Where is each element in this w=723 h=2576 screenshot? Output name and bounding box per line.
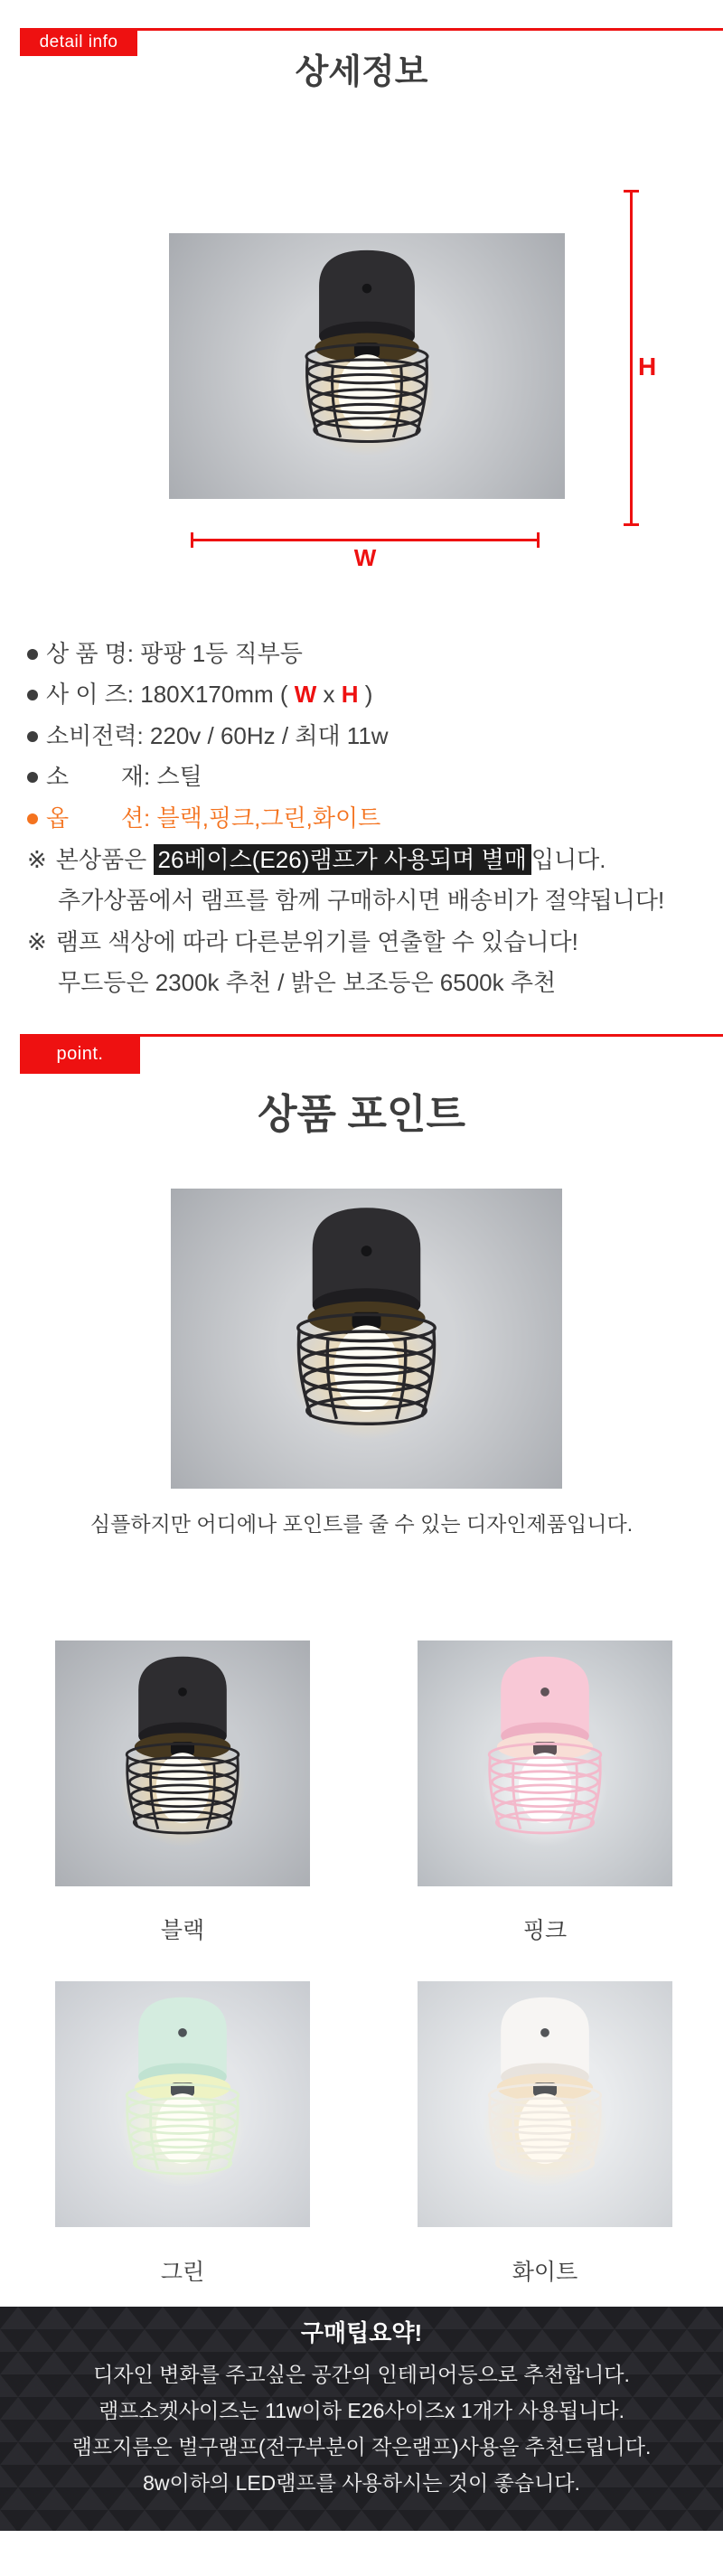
spec-row-name: 상 품 명: 팡팡 1등 직부등	[27, 638, 303, 669]
width-dimension-label: W	[353, 544, 377, 571]
spec-row-power: 소비전력: 220v / 60Hz / 최대 11w	[27, 720, 389, 751]
width-dimension-line	[191, 539, 540, 541]
variant-label-black: 블랙	[160, 1918, 205, 1943]
spec-row-size: 사 이 즈: 180X170mm ( W x H )	[27, 679, 372, 710]
spec-row-options: 옵 션: 블랙,핑크,그린,화이트	[27, 803, 380, 833]
variant-photo-pink	[418, 1641, 672, 1886]
point-section-title: 상품 포인트	[258, 1091, 465, 1137]
tip-line-2: 램프소켓사이즈는 11w이하 E26사이즈x 1개가 사용됩니다.	[98, 2399, 624, 2422]
purchase-tip-box	[0, 2307, 723, 2531]
variant-label-green: 그린	[160, 2260, 205, 2285]
bullet-icon	[27, 649, 38, 660]
detail-info-badge-label: detail info	[39, 32, 118, 52]
point-section-divider-line	[137, 1034, 723, 1037]
variant-photo-white	[418, 1981, 672, 2227]
point-badge	[20, 1034, 140, 1074]
variant-photo-black	[55, 1641, 310, 1886]
spec-row-material: 소 재: 스틸	[27, 761, 202, 792]
variant-label-white: 화이트	[512, 2260, 578, 2285]
height-dimension-label: H	[638, 353, 657, 381]
size-w-letter: W	[294, 681, 317, 708]
tip-line-4: 8w이하의 LED램프를 사용하시는 것이 좋습니다.	[143, 2471, 580, 2495]
size-h-letter: H	[341, 681, 359, 708]
note-lamp-separate-line2: 추가상품에서 램프를 함께 구매하시면 배송비가 절약됩니다!	[58, 887, 665, 914]
lamp-illustration	[55, 1981, 310, 2227]
height-dimension-line	[630, 190, 633, 526]
variant-photo-green	[55, 1981, 310, 2227]
tip-line-1: 디자인 변화를 주고싶은 공간의 인테리어등으로 추천합니다.	[93, 2363, 630, 2386]
note-lamp-separate: ※ 본상품은 26베이스(E26)램프가 사용되며 별매 입니다.	[27, 846, 606, 873]
lamp-illustration	[418, 1641, 672, 1886]
bullet-icon	[27, 813, 38, 824]
highlighted-note: 26베이스(E26)램프가 사용되며 별매	[154, 844, 531, 875]
bullet-icon	[27, 690, 38, 700]
main-product-photo	[169, 233, 565, 499]
bullet-icon	[27, 731, 38, 742]
note-lamp-color-line2: 무드등은 2300k 추천 / 밝은 보조등은 6500k 추천	[58, 969, 557, 996]
lamp-illustration	[169, 233, 565, 499]
bullet-icon	[27, 772, 38, 783]
point-product-photo	[171, 1189, 562, 1489]
tip-box-title: 구매팁요약!	[300, 2319, 423, 2346]
detail-section-title: 상세정보	[295, 53, 428, 91]
point-caption: 심플하지만 어디에나 포인트를 줄 수 있는 디자인제품입니다.	[89, 1512, 634, 1536]
lamp-illustration	[418, 1981, 672, 2227]
variant-label-pink: 핑크	[522, 1918, 568, 1943]
point-badge-label: point.	[56, 1043, 104, 1064]
detail-section-divider-line	[137, 28, 723, 31]
lamp-illustration	[171, 1189, 562, 1489]
lamp-illustration	[55, 1641, 310, 1886]
tip-line-3: 램프지름은 벌구램프(전구부분이 작은램프)사용을 추천드립니다.	[71, 2435, 652, 2458]
note-lamp-color: ※ 램프 색상에 따라 다른분위기를 연출할 수 있습니다!	[27, 928, 578, 955]
